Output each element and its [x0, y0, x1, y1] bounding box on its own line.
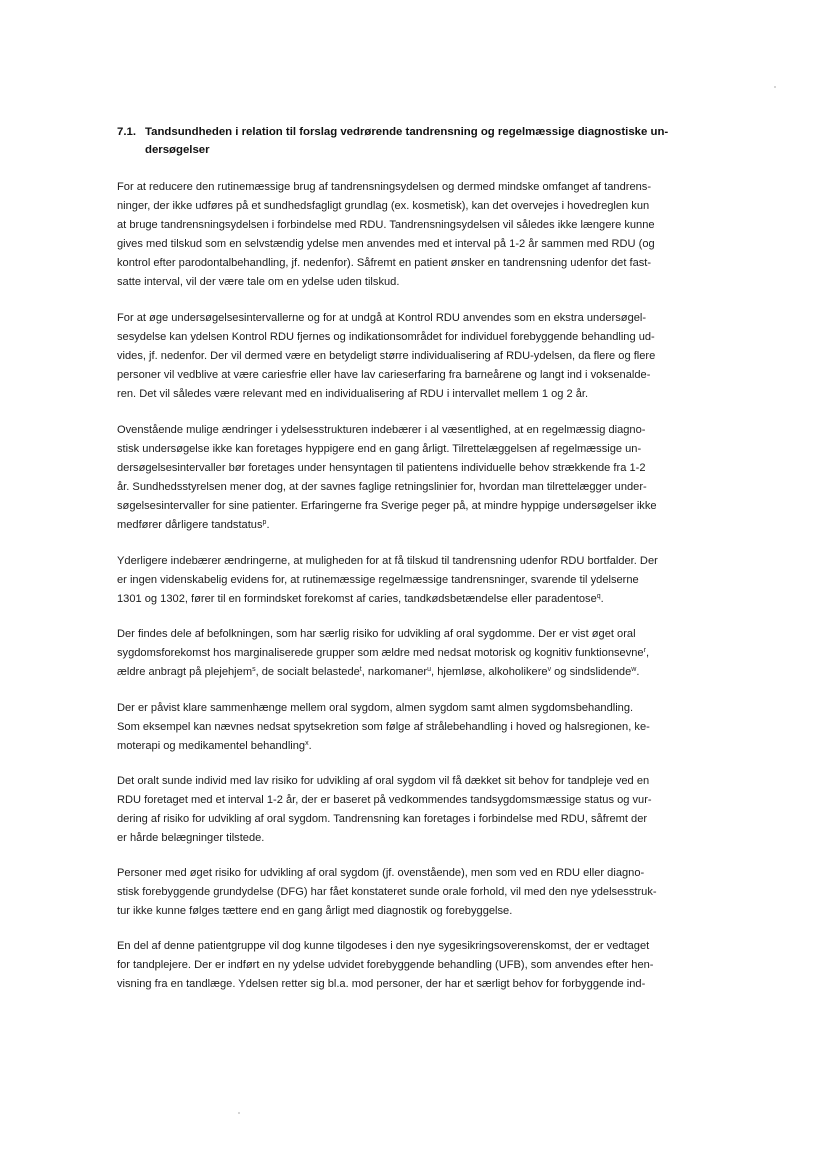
paragraph-line: Som eksempel kan nævnes nedsat spytsekretion som følge af strålebehandling i hoved og halsregionen, ke-: [117, 721, 650, 733]
paragraph-line: Yderligere indebærer ændringerne, at muligheden for at få tilskud til tandrensning udenfor RDU bortfalder. Der: [117, 555, 658, 567]
footnote-ref: r: [643, 647, 646, 654]
paragraph-line: stisk undersøgelse ikke kan foretages hyppigere end en gang årligt. Tilrettelæggelsen af regelmæssige un-: [117, 443, 642, 455]
paragraph-line: dersøgelsesintervaller bør foretages under hensyntagen til patientens individuelle behov strækkende fra 1-2: [117, 462, 646, 474]
paragraph-line: er hårde belægninger tilstede.: [117, 832, 265, 844]
paragraph-line: gives med tilskud som en selvstændig ydelse men anvendes med et interval på 1-2 år sammen med RDU (og: [117, 238, 655, 250]
paragraph-line: personer vil vedblive at være cariesfrie eller have lav carieserfaring fra barneårene og langt ind i voksenalde-: [117, 369, 651, 381]
scan-speck: [238, 1112, 240, 1114]
paragraph-line: for tandplejere. Der er indført en ny ydelse udvidet forebyggende behandling (UFB), som anvendes efter hen-: [117, 959, 654, 971]
paragraph-line: [117, 646, 649, 660]
paragraph-line: [117, 518, 270, 532]
paragraph-line: En del af denne patientgruppe vil dog kunne tilgodeses i den nye sygesikringsoverenskomst, der er vedtaget: [117, 940, 650, 952]
footnote-ref: s: [252, 666, 256, 673]
paragraph-text: ældre anbragt på plejehjem: [117, 666, 253, 678]
paragraph-line: dering af risiko for udvikling af oral sygdom. Tandrensning kan foretages i forbindelse med RDU, såfremt der: [117, 813, 648, 825]
paragraph-line: [117, 739, 312, 753]
paragraph-text: moterapi og medikamentel behandling: [117, 740, 306, 752]
paragraph-line: sesydelse kan ydelsen Kontrol RDU fjernes og indikationsområdet for individuel forebyggende behandling ud-: [117, 331, 655, 343]
paragraph-line: kontrol efter parodontalbehandling, jf. nedenfor). Såfremt en patient ønsker en tandrensning udenfor det fast-: [117, 257, 652, 269]
paragraph-line: Det oralt sunde individ med lav risiko for udvikling af oral sygdom vil få dækket sit behov for tandpleje ved en: [117, 775, 650, 787]
paragraph-line: år. Sundhedsstyrelsen mener dog, at der savnes faglige retningslinier for, hvordan man tilrettelægger under-: [117, 481, 647, 493]
section-number: 7.1.: [117, 126, 136, 138]
punctuation: .: [266, 519, 270, 531]
paragraph-line: satte interval, vil der være tale om en ydelse uden tilskud.: [117, 276, 400, 288]
paragraph-line: Ovenstående mulige ændringer i ydelsesstrukturen indebærer i al væsentlighed, at en regelmæssig diagno-: [117, 424, 646, 436]
paragraph-line: søgelsesintervaller for sine patienter. Erfaringerne fra Sverige peger på, at mindre hyppige undersøgelser ikke: [117, 500, 657, 512]
footnote-ref: p: [262, 519, 267, 526]
paragraph-text: , de socialt belastede: [255, 666, 360, 678]
paragraph-line: tur ikke kunne følges tættere end en gang årligt med diagnostik og forebyggelse.: [117, 905, 513, 917]
paragraph-line: at bruge tandrensningsydelsen i forbindelse med RDU. Tandrensningsydelsen vil således ikke længere kunne: [117, 219, 655, 231]
section-title-line-2: dersøgelser: [145, 143, 210, 156]
paragraph-line: For at reducere den rutinemæssige brug af tandrensningsydelsen og dermed mindske omfanget af tandrens-: [117, 181, 652, 193]
paragraph-line: er ingen videnskabelig evidens for, at rutinemæssige regelmæssige tandrensninger, svarende til ydelserne: [117, 574, 639, 586]
paragraph-line: Der er påvist klare sammenhænge mellem oral sygdom, almen sygdom samt almen sygdomsbehandling.: [117, 702, 634, 714]
paragraph-text: , narkomaner: [361, 666, 428, 678]
paragraph-line: For at øge undersøgelsesintervallerne og for at undgå at Kontrol RDU anvendes som en ekstra undersøgel-: [117, 312, 647, 324]
paragraph-line: Der findes dele af befolkningen, som har særlig risiko for udvikling af oral sygdomme. Der er vist øget oral: [117, 628, 636, 640]
section-title-line-1: Tandsundheden i relation til forslag vedrørende tandrensning og regelmæssige diagnostiske un-: [145, 126, 669, 138]
footnote-ref: w: [631, 666, 637, 673]
paragraph-line: ninger, der ikke udføres på et sundhedsfagligt grundlag (ex. kosmetisk), kan det overvejes i hovedreglen kun: [117, 200, 650, 212]
footnote-ref: q: [596, 593, 601, 600]
footnote-ref: v: [547, 666, 552, 673]
punctuation: .: [308, 740, 312, 752]
punctuation: .: [600, 593, 604, 605]
footnote-ref: x: [305, 740, 309, 747]
paragraph-text: sygdomsforekomst hos marginaliserede grupper som ældre med nedsat motorisk og kognitiv funktionsevne: [117, 647, 644, 659]
paragraph-line: visning fra en tandlæge. Ydelsen retter sig bl.a. mod personer, der har et særligt behov for forbyggende ind-: [117, 978, 646, 990]
punctuation: ,: [645, 647, 650, 659]
paragraph-text: medfører dårligere tandstatus: [117, 519, 263, 531]
paragraph-line: stisk forebyggende grundydelse (DFG) har fået konstateret sunde orale forhold, vil med den nye ydelsesstruk-: [117, 886, 657, 898]
paragraph-line: Personer med øget risiko for udvikling af oral sygdom (jf. ovenstående), men som ved en RDU eller diagno-: [117, 867, 645, 879]
footnote-ref: t: [359, 666, 362, 673]
paragraph-text: , hjemløse, alkoholikere: [431, 666, 548, 678]
paragraph-line: vides, jf. nedenfor. Der vil dermed være en betydeligt større individualisering af RDU-ydelsen, da flere og flere: [117, 350, 656, 362]
paragraph-line: RDU foretaget med et interval 1-2 år, der er baseret på vedkommendes tandsygdomsmæssige status og vur-: [117, 794, 652, 806]
paragraph-line: [117, 665, 639, 679]
paragraph-line: ren. Det vil således være relevant med en individualisering af RDU i intervallet mellem 1 og 2 år.: [117, 388, 589, 400]
punctuation: .: [636, 666, 640, 678]
paragraph-text: og sindslidende: [551, 666, 632, 678]
section-heading: [117, 124, 717, 159]
paragraph-line: [117, 592, 604, 606]
scan-speck: [774, 86, 776, 88]
paragraph-text: 1301 og 1302, fører til en formindsket forekomst af caries, tandkødsbetændelse eller paradentose: [117, 593, 597, 605]
footnote-ref: u: [427, 666, 432, 673]
